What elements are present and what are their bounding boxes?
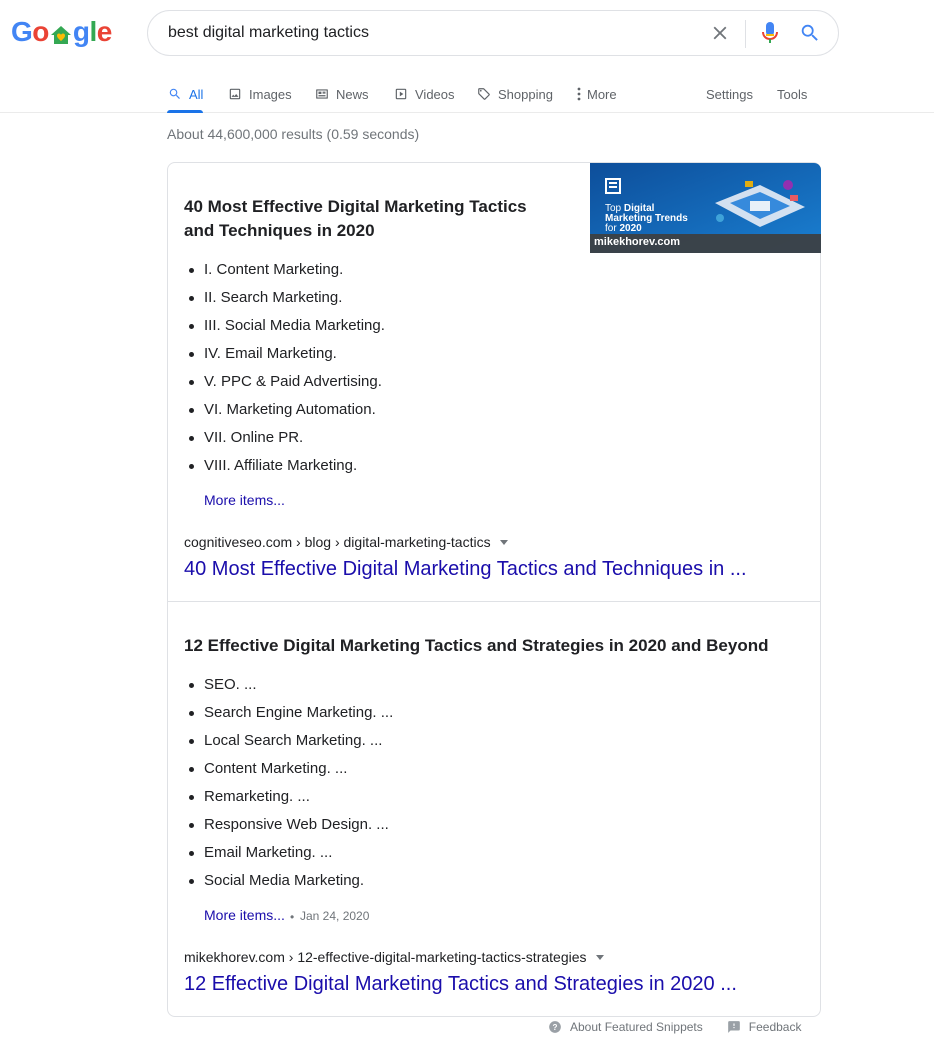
microphone-icon[interactable] [760, 21, 780, 45]
snippet-date: Jan 24, 2020 [300, 909, 370, 923]
logo-letter-e: e [96, 16, 112, 47]
snippet-title: 12 Effective Digital Marketing Tactics and Strategies in 2020 and Beyond [184, 636, 769, 655]
snippet-footer [548, 1020, 801, 1034]
result-link[interactable]: 40 Most Effective Digital Marketing Tactics and Techniques in ... [184, 558, 747, 580]
list-item: Search Engine Marketing. ... [184, 699, 393, 727]
news-icon [314, 86, 330, 102]
list-item: Email Marketing. ... [184, 839, 393, 867]
search-icon [167, 86, 183, 102]
thumb-text: Digital [623, 203, 655, 214]
result-stats: About 44,600,000 results (0.59 seconds) [167, 126, 420, 142]
feedback-icon [727, 1020, 741, 1034]
result-cite [184, 534, 508, 550]
about-featured-snippets-link[interactable] [548, 1020, 703, 1034]
cite-url: mikekhorev.com › 12-effective-digital-marketing-tactics-strategies [184, 949, 587, 965]
svg-text:?: ? [552, 1022, 558, 1032]
help-icon [548, 1020, 562, 1034]
house-heart-icon [50, 21, 72, 43]
tab-news[interactable] [314, 76, 369, 112]
more-items-link[interactable]: More items... [204, 492, 285, 508]
snippet-title-line: 40 Most Effective Digital Marketing Tactics [184, 197, 527, 216]
caret-down-icon[interactable] [596, 955, 604, 960]
list-item: IV. Email Marketing. [184, 340, 385, 368]
tab-settings[interactable] [706, 76, 753, 112]
play-icon [393, 86, 409, 102]
tab-label: Settings [706, 86, 753, 102]
list-item: V. PPC & Paid Advertising. [184, 368, 385, 396]
search-box [147, 10, 839, 56]
result-cite [184, 949, 604, 965]
more-items-link[interactable]: More items... [204, 907, 285, 923]
feedback-label: Feedback [748, 1020, 802, 1034]
google-logo[interactable] [11, 15, 112, 49]
searchbox-divider [745, 20, 746, 48]
date-separator: • [290, 910, 295, 924]
snippet-title-line: and Techniques in 2020 [184, 221, 375, 240]
thumb-text: for [605, 223, 617, 234]
thumb-text: Marketing Trends [605, 213, 688, 224]
snippet-list [184, 256, 385, 480]
tab-label: News [336, 86, 369, 102]
snippet-title [184, 195, 527, 243]
list-item: VI. Marketing Automation. [184, 396, 385, 424]
list-item: Local Search Marketing. ... [184, 727, 393, 755]
search-tabs [0, 76, 934, 113]
about-label: About Featured Snippets [570, 1020, 703, 1034]
list-item: SEO. ... [184, 671, 393, 699]
list-item: Remarketing. ... [184, 783, 393, 811]
tab-shopping[interactable] [476, 76, 553, 112]
search-input[interactable] [168, 11, 688, 55]
tab-all[interactable] [167, 76, 203, 112]
result-link[interactable]: 12 Effective Digital Marketing Tactics and Strategies in 2020 ... [184, 973, 737, 995]
tab-label: Videos [415, 86, 455, 102]
tag-icon [476, 86, 492, 102]
cite-url: cognitiveseo.com › blog › digital-marketing-tactics [184, 534, 491, 550]
feedback-link[interactable] [727, 1020, 802, 1034]
list-item: I. Content Marketing. [184, 256, 385, 284]
logo-letter-l: l [89, 16, 97, 47]
snippet-thumbnail[interactable] [590, 163, 821, 253]
thumb-text: 2020 [619, 223, 642, 234]
logo-letter-o: o [32, 16, 49, 47]
tab-label: Images [249, 86, 292, 102]
list-item: II. Search Marketing. [184, 284, 385, 312]
thumb-caption: mikekhorev.com [594, 236, 681, 248]
featured-snippet-card [167, 162, 821, 1017]
snippet-list [184, 671, 393, 895]
close-icon[interactable] [709, 22, 731, 44]
list-item: Responsive Web Design. ... [184, 811, 393, 839]
list-item: VII. Online PR. [184, 424, 385, 452]
tab-label: Shopping [498, 86, 553, 102]
image-icon [227, 86, 243, 102]
tab-label: Tools [777, 86, 808, 102]
tab-label: All [189, 86, 204, 102]
tab-images[interactable] [227, 76, 292, 112]
tab-more[interactable] [575, 76, 617, 112]
more-vertical-icon [575, 86, 583, 102]
tab-tools[interactable] [777, 76, 807, 112]
caret-down-icon[interactable] [500, 540, 508, 545]
tab-videos[interactable] [393, 76, 455, 112]
list-item: VIII. Affiliate Marketing. [184, 452, 385, 480]
thumb-text: Top [605, 203, 622, 214]
tab-label: More [587, 86, 617, 102]
list-item: Content Marketing. ... [184, 755, 393, 783]
list-item: Social Media Marketing. [184, 867, 393, 895]
logo-letter-g2: g [72, 16, 90, 47]
search-icon[interactable] [799, 22, 821, 44]
list-item: III. Social Media Marketing. [184, 312, 385, 340]
logo-letter-g: G [11, 16, 33, 47]
snippet-divider [168, 601, 820, 602]
